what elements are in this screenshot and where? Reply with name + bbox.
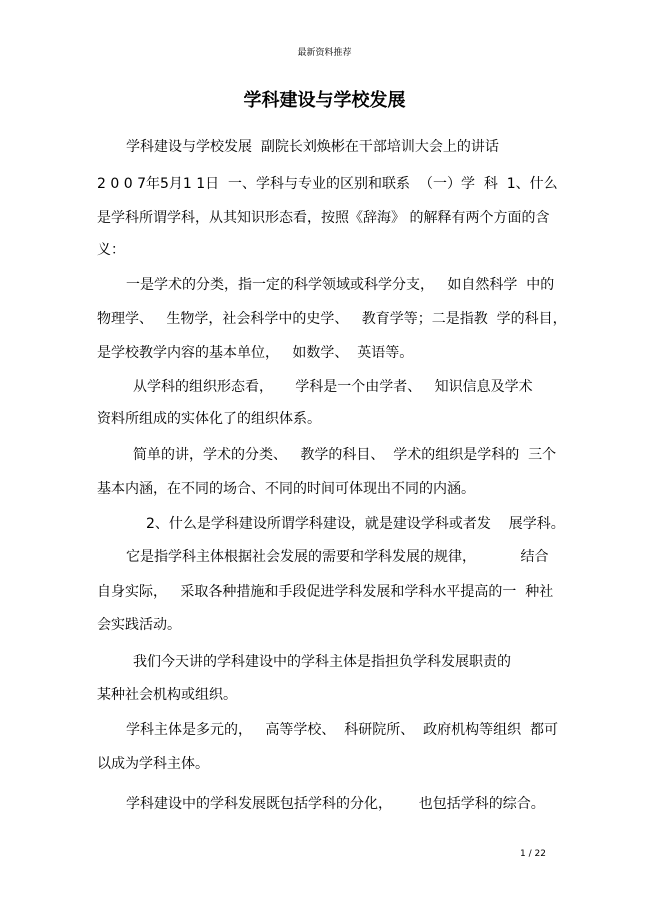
text-line: 会实践活动。 xyxy=(97,617,181,633)
text-line: 学科建设中的学科发展既包括学科的分化， 也包括学科的综合。 xyxy=(126,796,545,812)
text-line: 是学校教学内容的基本单位， 如数学、 英语等。 xyxy=(97,345,414,361)
page-header: 最新资料推荐 xyxy=(297,48,352,58)
text-line: 2 0 0 7年5月1 1日 一、学科与专业的区别和联系 （一）学 科 1、什么 xyxy=(97,176,558,192)
text-line: 以成为学科主体。 xyxy=(97,756,209,772)
page-number: 1 / 22 xyxy=(520,849,546,859)
text-line: 学科主体是多元的， 高等学校、 科研院所、 政府机构等组织 都可 xyxy=(126,722,559,738)
text-line: 学科建设与学校发展 副院长刘焕彬在干部培训大会上的讲话 xyxy=(126,139,499,155)
text-line: 是学科所谓学科，从其知识形态看，按照《辞海》 的解释有两个方面的含 xyxy=(97,210,550,226)
text-line: 基本内涵，在不同的场合、不同的时间可体现出不同的内涵。 xyxy=(97,481,475,497)
text-line: 物理学、 生物学，社会科学中的史学、 教育学等；二是指教 学的科目， xyxy=(97,311,567,327)
text-line: 义： xyxy=(97,242,125,258)
text-line: 2、什么是学科建设所谓学科建设，就是建设学科或者发 展学科。 xyxy=(146,516,565,532)
document-title: 学科建设与学校发展 xyxy=(243,90,406,111)
text-line: 从学科的组织形态看， 学科是一个由学者、 知识信息及学术 xyxy=(133,379,533,395)
text-line: 资料所组成的实体化了的组织体系。 xyxy=(97,411,321,427)
text-line: 我们今天讲的学科建设中的学科主体是指担负学科发展职责的 xyxy=(133,654,511,670)
text-line: 自身实际， 采取各种措施和手段促进学科发展和学科水平提高的一 种社 xyxy=(97,584,554,600)
text-line: 它是指学科主体根据社会发展的需要和学科发展的规律， 结合 xyxy=(126,549,549,565)
text-line: 一是学术的分类，指一定的科学领域或科学分支， 如自然科学 中的 xyxy=(126,277,555,293)
text-line: 简单的讲，学术的分类、 教学的科目、 学术的组织是学科的 三个 xyxy=(133,447,557,463)
text-line: 某种社会机构或组织。 xyxy=(97,687,237,703)
